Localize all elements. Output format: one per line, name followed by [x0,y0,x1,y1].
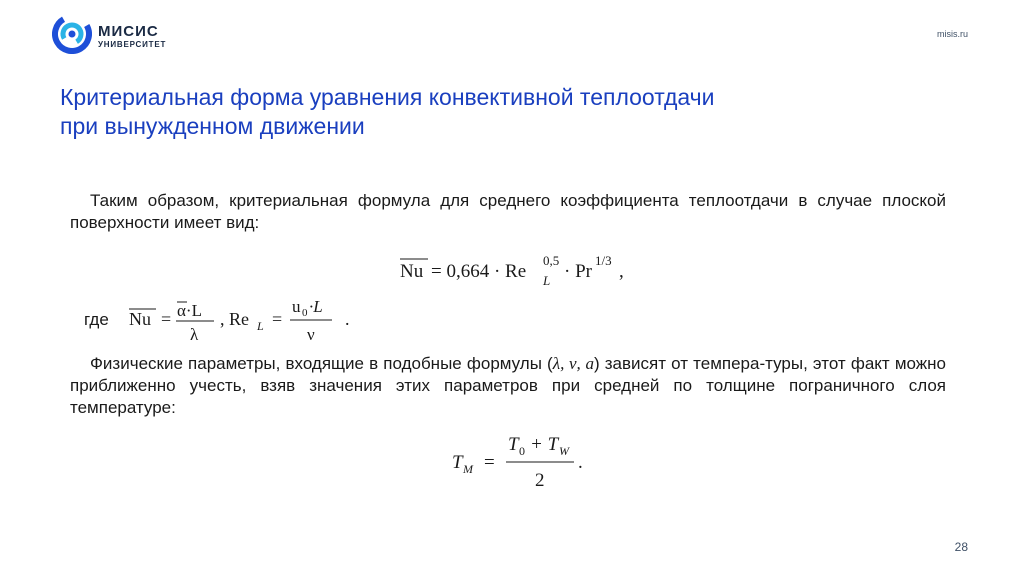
eq2-den: λ [190,325,199,344]
eq2-num: α·L [177,301,202,320]
formula-nusselt-average [398,250,628,290]
misis-logo [52,14,182,62]
eq1-re-sup: 0,5 [543,253,560,268]
p2-params: λ, ν, a [552,354,594,373]
paragraph-physical-params [70,353,946,419]
eq3-num-a: T [508,434,519,455]
eq2-re-sub: L [257,319,264,333]
paragraph-intro: Таким образом, критериальная формула для среднего коэффициента теплоотдачи в случае плоской поверхности имеет вид: [70,191,946,232]
eq3-num-b-sub: W [559,444,569,458]
eq2-num-b-sub: 0 [302,307,308,319]
eq1-pr-sup: 1/3 [595,253,612,268]
logo-subtitle: УНИВЕРСИТЕТ [98,40,167,49]
eq3-den: 2 [535,470,545,491]
p2-before: Физические параметры, входящие в подобные формулы ( [90,354,553,373]
eq2-num-b-tail: ·L [309,297,323,316]
eq1-lhs: Nu [400,261,424,282]
eq1-pr: · Pr [564,261,592,282]
eq1-body: = 0,664 · Re [431,261,527,282]
p2-after: ) зависят от темпера-туры, этот факт можно приближенно учесть, взяв значения этих параметров при средней по толщине пограничного слоя температуре: [70,354,946,417]
logo-name: МИСИС [98,23,159,40]
formula-mean-temperature [448,430,598,492]
slide-title-line-1: Критериальная форма уравнения конвективной теплоотдачи [60,84,715,110]
eq3-num-plus: + T [530,434,559,455]
eq2-num-b: u [292,297,301,316]
eq2-lhs: Nu [129,309,151,329]
eq1-tail: , [619,261,624,282]
eq3-lhs: T [452,452,463,473]
formula-definitions [126,294,366,346]
page-number: 28 [954,540,968,554]
eq2-eq: = [161,309,172,329]
eq2-sep: , Re [220,309,249,329]
eq3-num-a-sub: 0 [519,444,525,458]
eq3-eq: = [484,452,495,473]
eq2-tail: . [345,309,350,329]
slide-title-line-2: при вынужденном движении [60,113,365,139]
where-label: где [84,310,109,329]
site-url[interactable]: misis.ru [937,29,968,39]
eq1-re-sub: L [543,273,551,288]
slide-title [60,83,960,141]
eq3-tail: . [578,452,583,473]
eq3-lhs-sub: M [463,462,473,476]
eq2-den-b: ν [307,325,315,344]
eq2-eq-b: = [272,309,283,329]
misis-logo-icon [52,14,92,54]
